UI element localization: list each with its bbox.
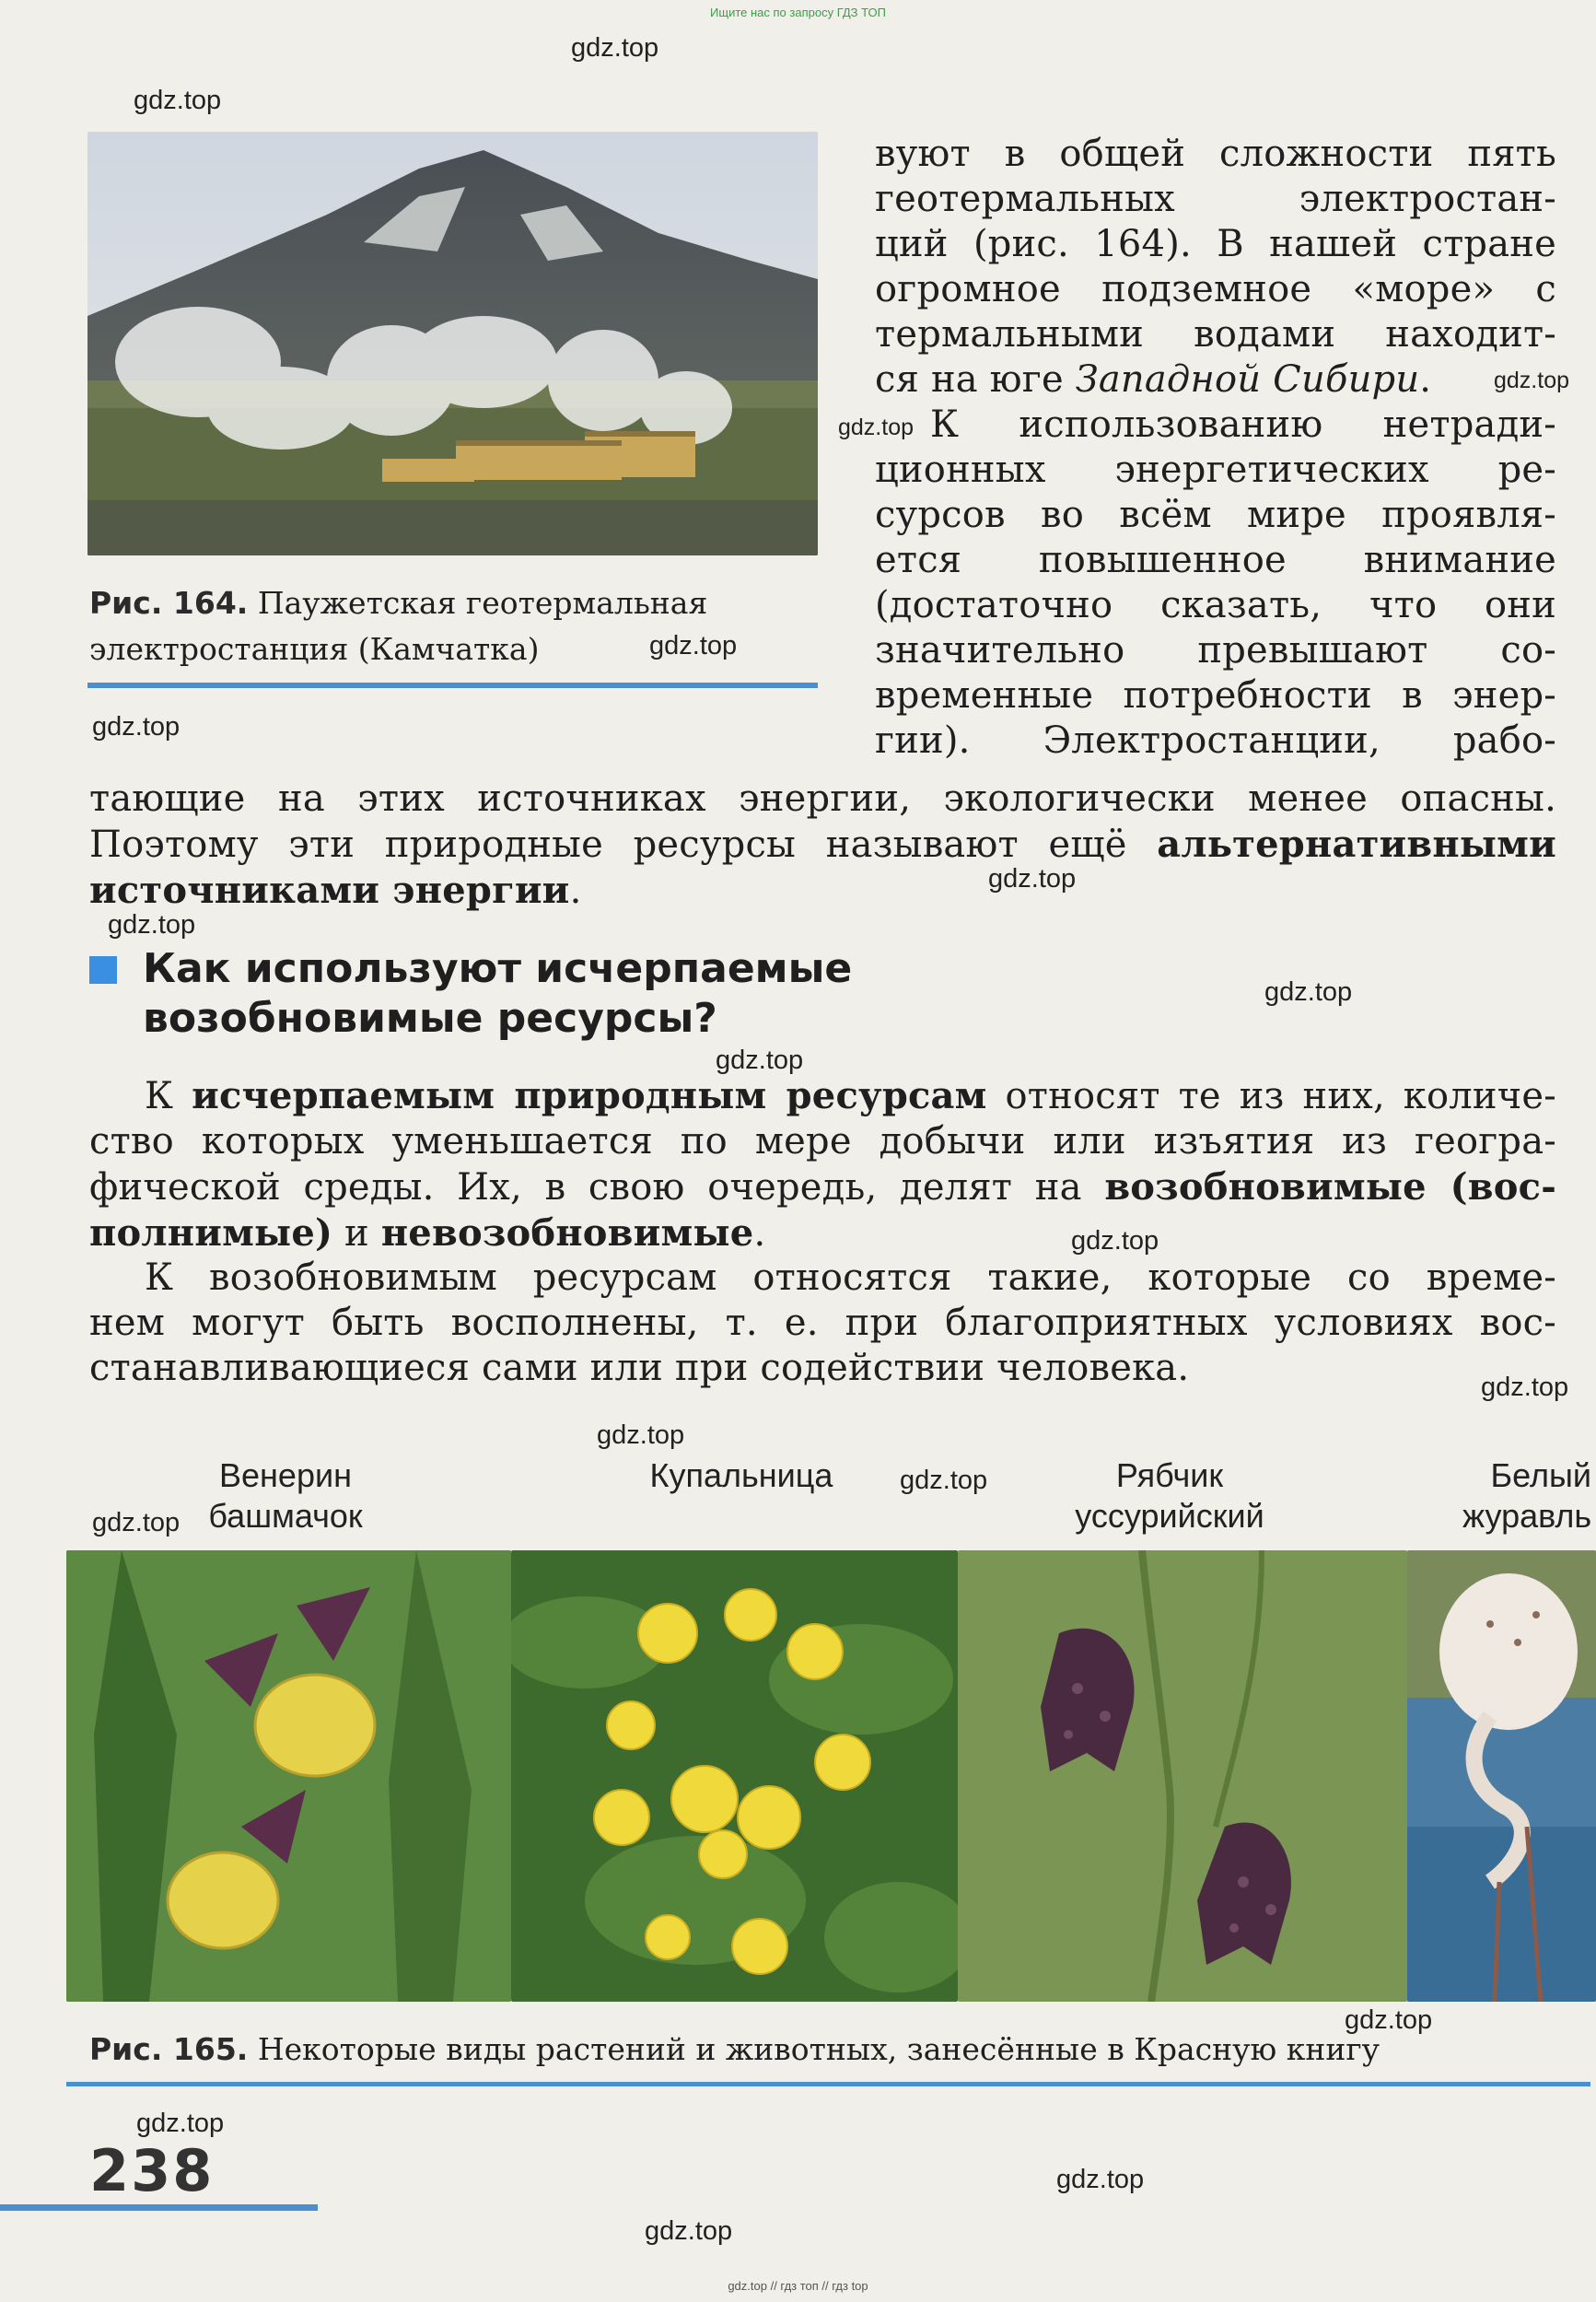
- text-line: сурсов во всём мире проявля-: [875, 494, 1556, 536]
- page-number: 238: [89, 2137, 215, 2204]
- page-number-rule: [0, 2204, 318, 2211]
- watermark: gdz.top: [838, 415, 914, 440]
- geothermal-station-photo: [87, 132, 818, 555]
- fig165-rule: [66, 2082, 1590, 2086]
- text-line: значительно превышают со-: [875, 629, 1556, 672]
- watermark: gdz.top: [1056, 2165, 1145, 2194]
- paragraph-exhaustible: [89, 1073, 1556, 1256]
- text-line: фической среды. Их, в свою очередь, делят на возобновимые (вос-: [89, 1165, 1556, 1209]
- section-heading: [143, 944, 1064, 1044]
- term-energy-sources: источниками энергии: [89, 869, 570, 912]
- label-fritillary: Рябчик уссурийский: [1075, 1456, 1264, 1535]
- lady-slipper-photo: [66, 1550, 511, 2002]
- fig164-label: Рис. 164.: [89, 585, 249, 621]
- watermark: gdz.top: [900, 1466, 988, 1495]
- watermark: gdz.top: [92, 712, 181, 742]
- watermark: gdz.top: [571, 33, 659, 63]
- term-renewable: возобновимые (вос-: [1104, 1165, 1556, 1209]
- white-crane-photo: [1407, 1550, 1596, 2002]
- text-line: термальными водами находит-: [875, 313, 1556, 356]
- text-line: гии). Электростанции, рабо-: [875, 719, 1556, 762]
- text-line: геотермальных электростан-: [875, 178, 1556, 220]
- watermark: gdz.top: [988, 864, 1077, 894]
- globeflower-photo: [511, 1550, 958, 2002]
- label-white-crane: Белый журавль: [1462, 1456, 1592, 1535]
- text-line: временные потребности в энер-: [875, 674, 1556, 717]
- section-heading-line2: возобновимые ресурсы?: [143, 995, 717, 1042]
- text-line: нем могут быть восполнены, т. е. при благоприятных условиях вос-: [89, 1302, 1556, 1344]
- text-line: ство которых уменьшается по мере добычи или изъятия из геогра-: [89, 1120, 1556, 1163]
- paragraph-alternative-energy: [89, 777, 1556, 914]
- watermark: gdz.top: [1264, 977, 1353, 1007]
- section-heading-line1: Как используют исчерпаемые: [143, 945, 853, 992]
- watermark: gdz.top: [108, 910, 196, 940]
- text-line: Поэтому эти природные ресурсы называют ещё альтернативными: [89, 823, 1556, 866]
- text-line: ций (рис. 164). В нашей стране: [875, 223, 1556, 265]
- top-note: Ищите нас по запросу ГДЗ ТОП: [710, 6, 886, 19]
- text-line: полнимые) и невозобновимые.: [89, 1211, 766, 1255]
- text-line: тающие на этих источниках энергии, экологически менее опасны.: [89, 777, 1556, 820]
- fig164-caption-line2: электростанция (Камчатка): [89, 631, 540, 667]
- label-globeflower: Купальница: [649, 1456, 833, 1494]
- text-line: К исчерпаемым природным ресурсам относят те из них, количе-: [145, 1074, 1556, 1117]
- fig165-caption-text: Некоторые виды растений и животных, занесённые в Красную книгу: [257, 2031, 1380, 2067]
- watermark: gdz.top: [645, 2216, 733, 2246]
- fritillary-photo: [958, 1550, 1407, 2002]
- right-column-text: [875, 132, 1556, 764]
- paragraph-renewable: [89, 1256, 1556, 1391]
- watermark: gdz.top: [649, 631, 738, 660]
- watermark: gdz.top: [1494, 368, 1570, 393]
- text-line: станавливающиеся сами или при содействии человека.: [89, 1347, 1190, 1389]
- watermark: gdz.top: [716, 1046, 804, 1075]
- fig164-rule: [87, 683, 818, 688]
- text-line: вуют в общей сложности пять: [875, 133, 1556, 175]
- term-nonrenewable: невозобновимые: [380, 1211, 754, 1255]
- text-line: огромное подземное «море» с: [875, 268, 1556, 310]
- text-line: К использованию нетради-: [930, 403, 1556, 446]
- text-line: (достаточно сказать, что они: [875, 584, 1556, 626]
- term-alternative: альтернативными: [1157, 823, 1556, 866]
- western-siberia-term: Западной Сибири: [1075, 358, 1420, 401]
- text-line: ционных энергетических ре-: [875, 449, 1556, 491]
- text-line: К возобновимым ресурсам относятся такие, которые со време-: [145, 1256, 1556, 1299]
- watermark: gdz.top: [1345, 2005, 1433, 2035]
- term-exhaustible: исчерпаемым природным ресурсам: [192, 1074, 987, 1117]
- watermark: gdz.top: [597, 1420, 685, 1450]
- fig165-label: Рис. 165.: [89, 2031, 249, 2067]
- label-lady-slipper: Венерин башмачок: [208, 1456, 363, 1535]
- heading-bullet-square: [89, 956, 117, 984]
- watermark: gdz.top: [136, 2109, 225, 2138]
- bottom-note: gdz.top // гдз топ // гдз top: [728, 2279, 868, 2293]
- watermark: gdz.top: [134, 86, 222, 115]
- watermark: gdz.top: [92, 1508, 181, 1537]
- watermark: gdz.top: [1481, 1373, 1569, 1402]
- watermark: gdz.top: [1071, 1226, 1159, 1256]
- fig164-caption-line1: Паужетская геотермальная: [257, 585, 708, 621]
- text-line: ется повышенное внимание: [875, 539, 1556, 581]
- text-line: ся на юге Западной Сибири.: [875, 358, 1432, 401]
- text-line: источниками энергии.: [89, 869, 582, 912]
